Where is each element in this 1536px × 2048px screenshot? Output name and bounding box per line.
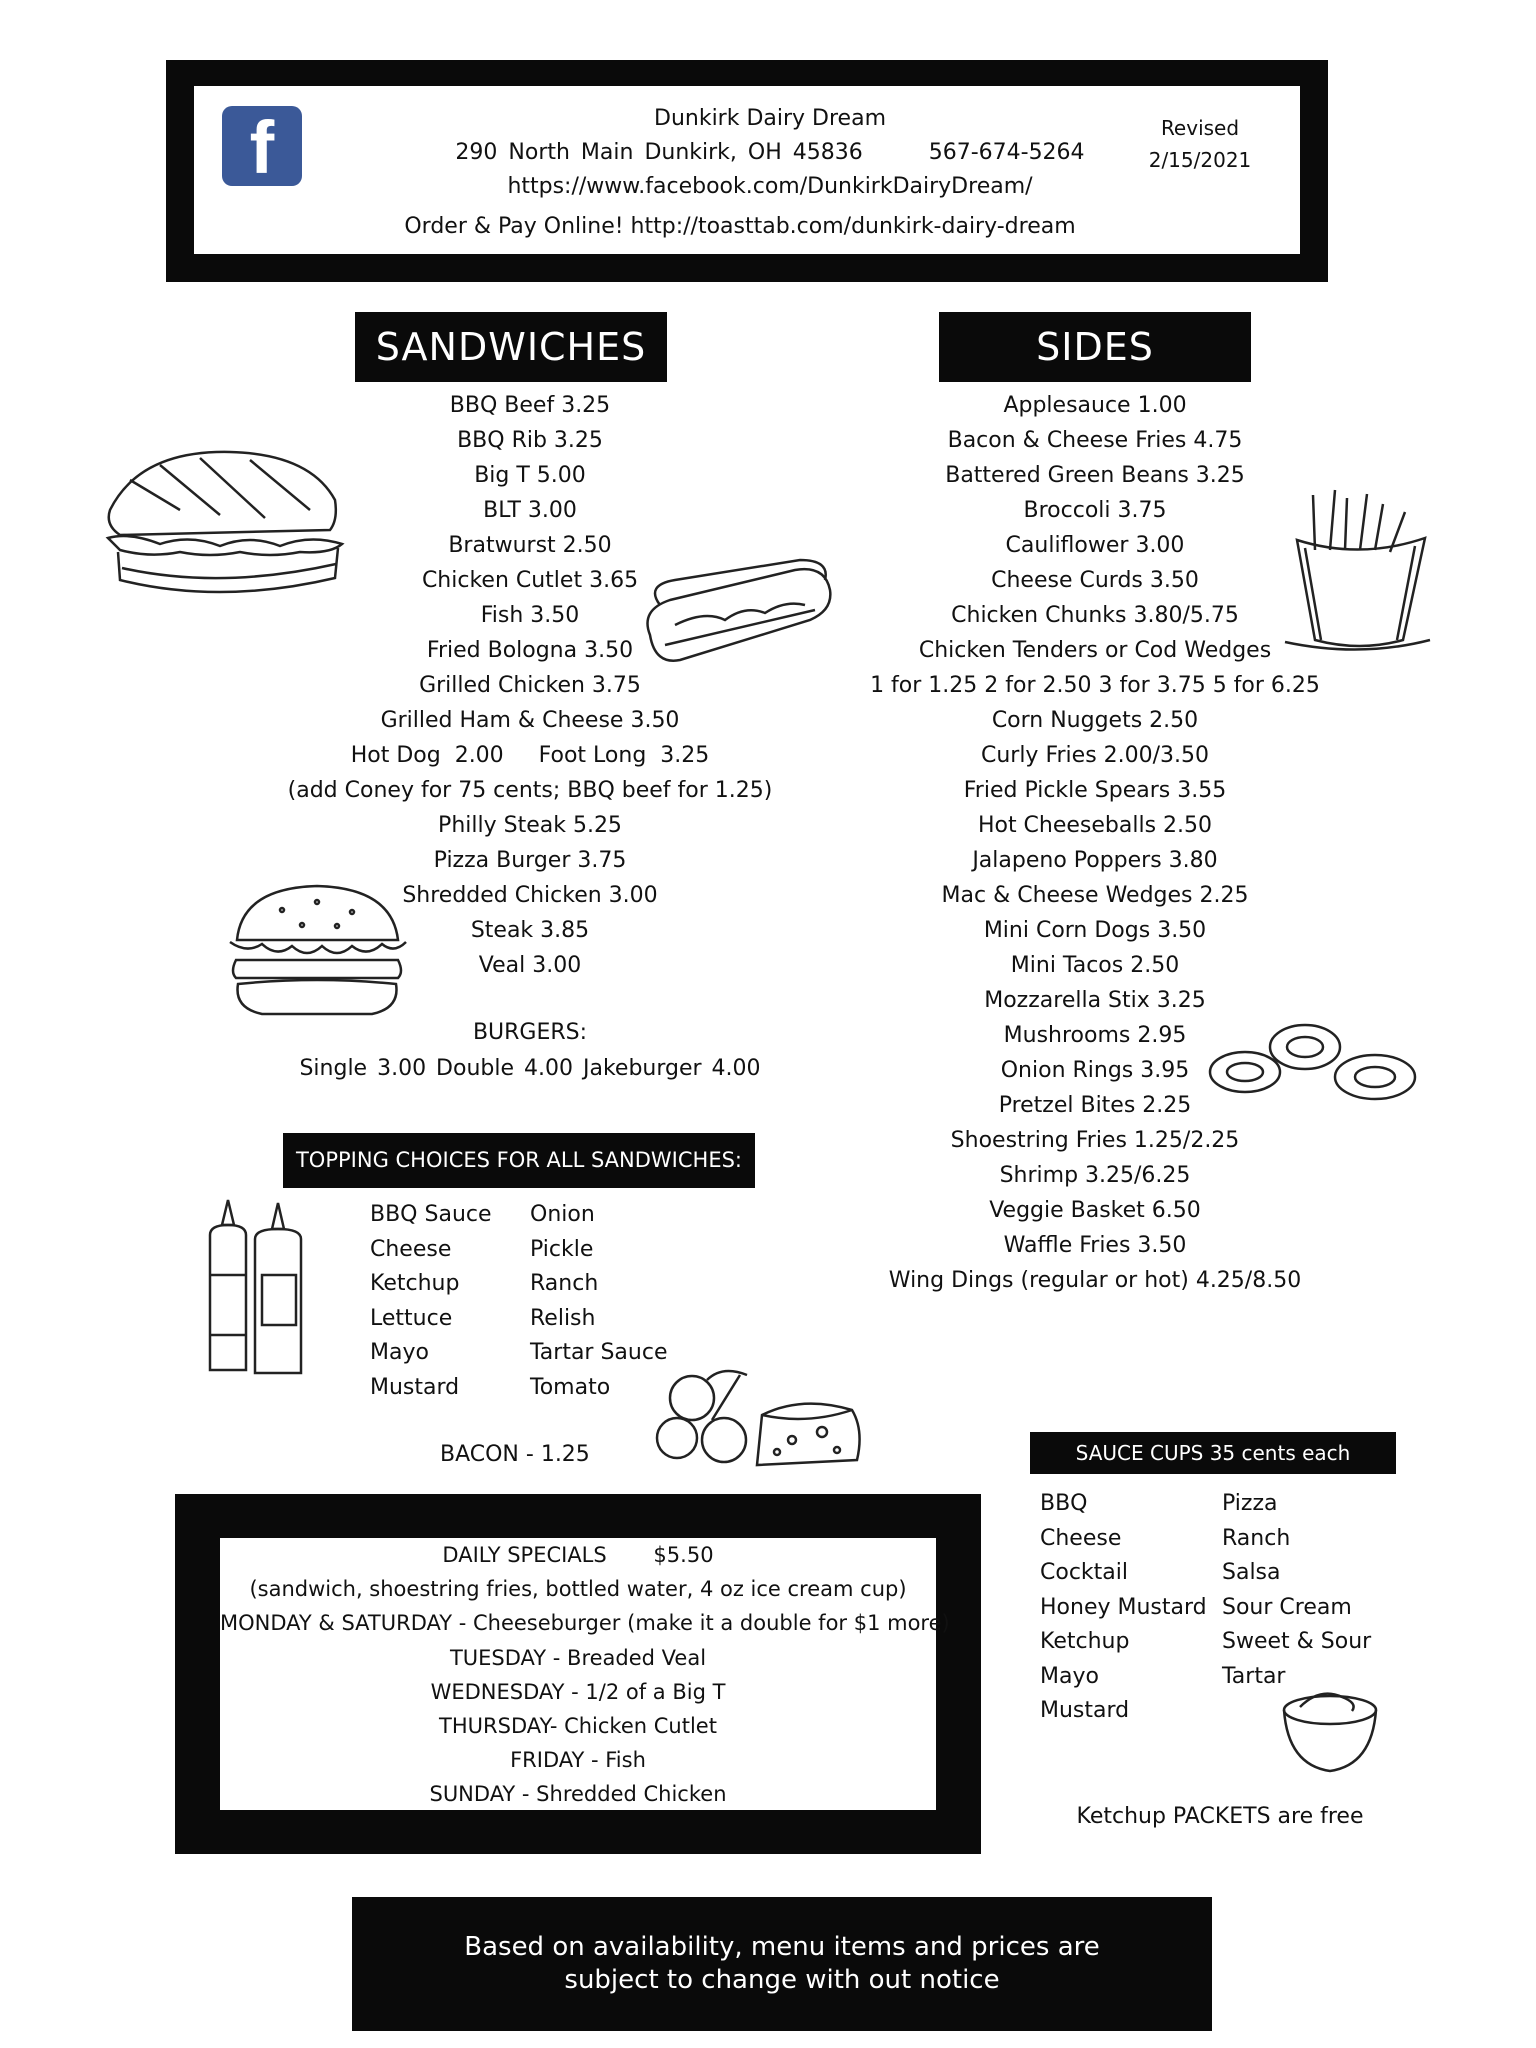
sauce-item: Honey Mustard	[1040, 1594, 1207, 1620]
list-item: Cheese Curds 3.50	[991, 568, 1199, 593]
topping-item: Tomato	[530, 1374, 611, 1400]
list-item: Mac & Cheese Wedges 2.25	[941, 883, 1249, 908]
specials-line: TUESDAY - Breaded Veal	[449, 1645, 707, 1670]
specials-line: MONDAY & SATURDAY - Cheeseburger (make it a double for $1 more)	[220, 1611, 950, 1636]
facebook-url[interactable]: https://www.facebook.com/DunkirkDairyDream/	[507, 174, 1033, 199]
sauce-item: Mayo	[1040, 1663, 1099, 1689]
phone: 567-674-5264	[928, 140, 1085, 165]
sauce-item: Ketchup	[1040, 1629, 1130, 1654]
list-item: Wing Dings (regular or hot) 4.25/8.50	[888, 1268, 1302, 1293]
business-name: Dunkirk Dairy Dream	[654, 106, 886, 131]
topping-item: BBQ Sauce	[370, 1202, 492, 1227]
list-item: Mini Corn Dogs 3.50	[983, 918, 1207, 943]
list-item: Shrimp 3.25/6.25	[999, 1163, 1191, 1188]
toppings-title: TOPPING CHOICES FOR ALL SANDWICHES:	[283, 1133, 755, 1188]
list-item: Jalapeno Poppers 3.80	[972, 848, 1218, 873]
sandwiches-title: SANDWICHES	[355, 312, 667, 382]
topping-item: Ketchup	[370, 1271, 460, 1296]
list-item: Fried Pickle Spears 3.55	[963, 778, 1227, 803]
footer-notice	[352, 1897, 1212, 2031]
sauce-cups-title: SAUCE CUPS 35 cents each	[1030, 1432, 1396, 1474]
list-item: Shoestring Fries 1.25/2.25	[950, 1128, 1240, 1153]
list-item: Curly Fries 2.00/3.50	[980, 743, 1210, 768]
list-item: Chicken Cutlet 3.65	[421, 568, 639, 593]
list-item: 1 for 1.25 2 for 2.50 3 for 3.75 5 for 6.25	[870, 673, 1320, 698]
list-item: Pizza Burger 3.75	[433, 848, 627, 873]
sides-list	[855, 388, 1335, 1298]
list-item: Waffle Fries 3.50	[1003, 1233, 1187, 1258]
specials-line: WEDNESDAY - 1/2 of a Big T	[430, 1679, 726, 1704]
topping-item: Lettuce	[370, 1305, 453, 1331]
topping-item: Relish	[530, 1305, 596, 1331]
sauce-item: Sweet & Sour	[1222, 1629, 1372, 1654]
sauce-item: Tartar	[1222, 1663, 1286, 1689]
list-item: Philly Steak 5.25	[438, 813, 622, 838]
daily-specials-list	[220, 1538, 950, 1812]
facebook-glyph: f	[249, 106, 275, 189]
list-item: Broccoli 3.75	[1023, 498, 1167, 523]
list-item: Mini Tacos 2.50	[1010, 953, 1180, 978]
address: 290 North Main Dunkirk, OH 45836	[455, 140, 863, 165]
sauce-item: Sour Cream	[1222, 1594, 1352, 1620]
topping-item: Tartar Sauce	[530, 1340, 668, 1365]
french-fries-illustration	[1285, 490, 1430, 650]
topping-item: Onion	[530, 1202, 595, 1227]
burger-illustration	[222, 880, 412, 1020]
list-item: Veggie Basket 6.50	[989, 1198, 1201, 1223]
sauce-item: Salsa	[1222, 1560, 1281, 1585]
dipping-sauce-cup-illustration	[1280, 1685, 1380, 1775]
list-item: Fish 3.50	[480, 603, 580, 628]
toppings-column-1	[370, 1198, 492, 1405]
list-item: Hot Dog 2.00 Foot Long 3.25	[350, 743, 710, 768]
list-item: Big T 5.00	[474, 463, 586, 488]
specials-line: (sandwich, shoestring fries, bottled water, 4 oz ice cream cup)	[249, 1577, 907, 1602]
list-item: (add Coney for 75 cents; BBQ beef for 1.25)	[287, 778, 773, 803]
topping-item: Cheese	[370, 1236, 452, 1262]
revised-info	[1130, 112, 1270, 176]
specials-line: SUNDAY - Shredded Chicken	[429, 1782, 727, 1807]
address-phone-line	[440, 136, 1100, 170]
hot-dog-illustration	[635, 555, 835, 675]
sauce-item: Mustard	[1040, 1698, 1130, 1723]
list-item: BBQ Rib 3.25	[457, 428, 603, 453]
tomatoes-cheese-illustration	[652, 1370, 867, 1470]
list-item: Onion Rings 3.95	[1000, 1058, 1190, 1083]
onion-rings-illustration	[1205, 1012, 1425, 1112]
footer-line-2: subject to change with out notice	[564, 1965, 1000, 1995]
topping-item: Mayo	[370, 1340, 429, 1365]
list-item: BLT 3.00	[483, 498, 577, 523]
list-item: Mozzarella Stix 3.25	[984, 988, 1206, 1013]
list-item: Grilled Ham & Cheese 3.50	[380, 708, 680, 733]
ketchup-mustard-bottles-illustration	[200, 1195, 325, 1375]
revised-label: Revised	[1160, 116, 1240, 140]
topping-item: Mustard	[370, 1374, 460, 1400]
toppings-column-2	[530, 1198, 668, 1405]
list-item: Chicken Tenders or Cod Wedges	[918, 638, 1272, 663]
topping-item: Ranch	[530, 1271, 599, 1296]
list-item: Bratwurst 2.50	[448, 533, 612, 558]
specials-line: THURSDAY- Chicken Cutlet	[439, 1713, 717, 1738]
specials-line: FRIDAY - Fish	[510, 1748, 646, 1773]
sauce-item: BBQ	[1040, 1491, 1088, 1516]
sauce-item: Pizza	[1222, 1491, 1278, 1516]
list-item: Veal 3.00	[478, 953, 582, 978]
list-item: Applesauce 1.00	[1003, 393, 1187, 418]
list-item: Fried Bologna 3.50	[426, 638, 634, 663]
list-item: Bacon & Cheese Fries 4.75	[947, 428, 1243, 453]
sauce-item: Ranch	[1222, 1525, 1291, 1551]
sauce-column-1	[1040, 1487, 1207, 1729]
list-item: Corn Nuggets 2.50	[991, 708, 1199, 733]
list-item: Battered Green Beans 3.25	[945, 463, 1245, 488]
facebook-icon[interactable]	[222, 106, 302, 189]
list-item: Cauliflower 3.00	[1005, 533, 1185, 558]
topping-item: Pickle	[530, 1236, 594, 1262]
list-item: Steak 3.85	[470, 918, 590, 943]
sides-title: SIDES	[939, 312, 1251, 382]
burgers-title: BURGERS:	[472, 1020, 588, 1045]
panini-sandwich-illustration	[100, 440, 350, 610]
list-item: Shredded Chicken 3.00	[402, 883, 658, 908]
list-item: Hot Cheeseballs 2.50	[977, 813, 1213, 838]
specials-title: DAILY SPECIALS $5.50	[442, 1543, 714, 1567]
sauce-column-2	[1222, 1487, 1371, 1694]
order-online-text[interactable]: Order & Pay Online! http://toasttab.com/dunkirk-dairy-dream	[404, 214, 1076, 239]
sauce-item: Cocktail	[1040, 1560, 1128, 1585]
list-item: BBQ Beef 3.25	[449, 393, 611, 418]
list-item: Grilled Chicken 3.75	[419, 673, 641, 698]
list-item: Chicken Chunks 3.80/5.75	[951, 603, 1239, 628]
ketchup-packets-note: Ketchup PACKETS are free	[1076, 1804, 1364, 1829]
burgers-prices: Single 3.00 Double 4.00 Jakeburger 4.00	[299, 1056, 761, 1081]
footer-line-1: Based on availability, menu items and prices are	[464, 1932, 1100, 1962]
list-item: Mushrooms 2.95	[1003, 1023, 1187, 1048]
list-item: Pretzel Bites 2.25	[998, 1093, 1192, 1118]
revised-date: 2/15/2021	[1148, 148, 1252, 172]
bacon-price: BACON - 1.25	[440, 1442, 590, 1467]
sauce-item: Cheese	[1040, 1525, 1122, 1551]
